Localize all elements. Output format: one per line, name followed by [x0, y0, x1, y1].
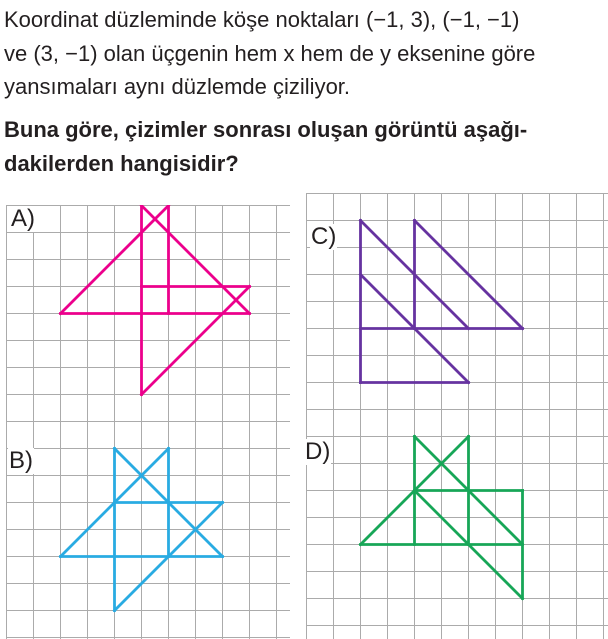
question-prompt: [4, 113, 606, 180]
question-bold-line-2: dakilerden hangisidir?: [4, 150, 239, 176]
question-line-2: ve (3, −1) olan üçgenin hem x hem de y eksenine göre: [4, 40, 536, 66]
grid-lines: [6, 205, 290, 639]
question-bold-line-1: Buna göre, çizimler sonrası oluşan görüntü aşağı-: [4, 117, 528, 142]
answer-grid-right: [306, 193, 608, 639]
option-a-label: A): [11, 205, 35, 232]
question-text: [4, 3, 606, 104]
question-line-1: Koordinat düzleminde köşe noktaları (−1, 3), (−1, −1): [4, 7, 520, 32]
option-c-label: C): [311, 223, 337, 250]
answer-grid-left: [6, 205, 290, 639]
grid-lines: [306, 193, 608, 639]
option-b-label: B): [9, 447, 33, 474]
question-line-3: yansımaları aynı düzlemde çiziliyor.: [4, 74, 351, 99]
option-d-label: D): [305, 438, 331, 465]
option-a-figure: [61, 206, 250, 395]
